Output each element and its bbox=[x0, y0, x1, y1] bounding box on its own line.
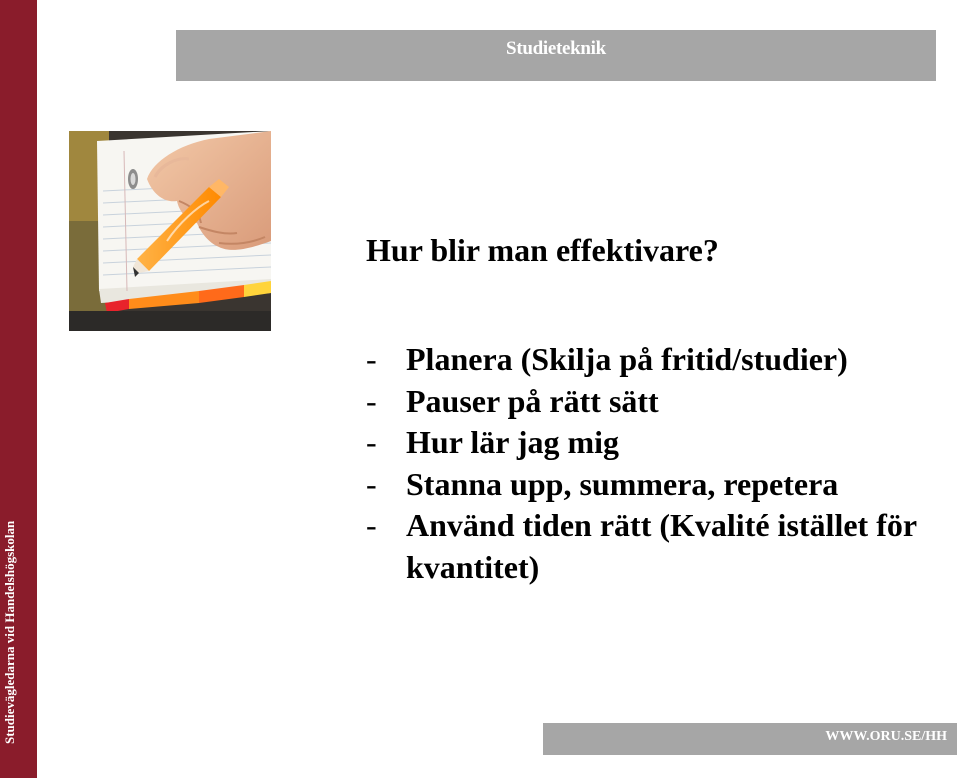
bullet-text: Hur lär jag mig bbox=[406, 424, 620, 460]
list-item bbox=[366, 381, 960, 423]
sidebar-label: Studievägledarna vid Handelshögskolan bbox=[2, 520, 17, 744]
bullet-dash: - bbox=[366, 382, 377, 419]
hand-writing-with-pen-icon bbox=[69, 131, 271, 331]
bullet-text: Använd tiden rätt (Kvalité istället för kvantitet) bbox=[406, 507, 917, 585]
side-bar bbox=[0, 0, 37, 778]
list-item bbox=[366, 422, 960, 464]
bullet-text: Stanna upp, summera, repetera bbox=[406, 465, 839, 502]
bullet-dash: - bbox=[366, 424, 377, 460]
list-item bbox=[366, 505, 960, 588]
header-bar bbox=[176, 30, 936, 81]
bullet-text: Pauser på rätt sätt bbox=[406, 382, 659, 419]
page-title: Studieteknik bbox=[506, 37, 606, 59]
list-item bbox=[366, 464, 960, 506]
bullet-text: Planera (Skilja på fritid/studier) bbox=[406, 341, 848, 377]
hand-writing-photo bbox=[69, 131, 271, 331]
bullet-list bbox=[366, 339, 960, 588]
bullet-dash: - bbox=[366, 465, 377, 502]
list-item bbox=[366, 339, 960, 381]
footer-bar bbox=[543, 723, 957, 755]
slide-heading: Hur blir man effektivare? bbox=[366, 232, 719, 268]
bullet-dash: - bbox=[366, 507, 377, 543]
footer-url: WWW.ORU.SE/HH bbox=[825, 729, 947, 744]
bullet-dash: - bbox=[366, 341, 377, 377]
